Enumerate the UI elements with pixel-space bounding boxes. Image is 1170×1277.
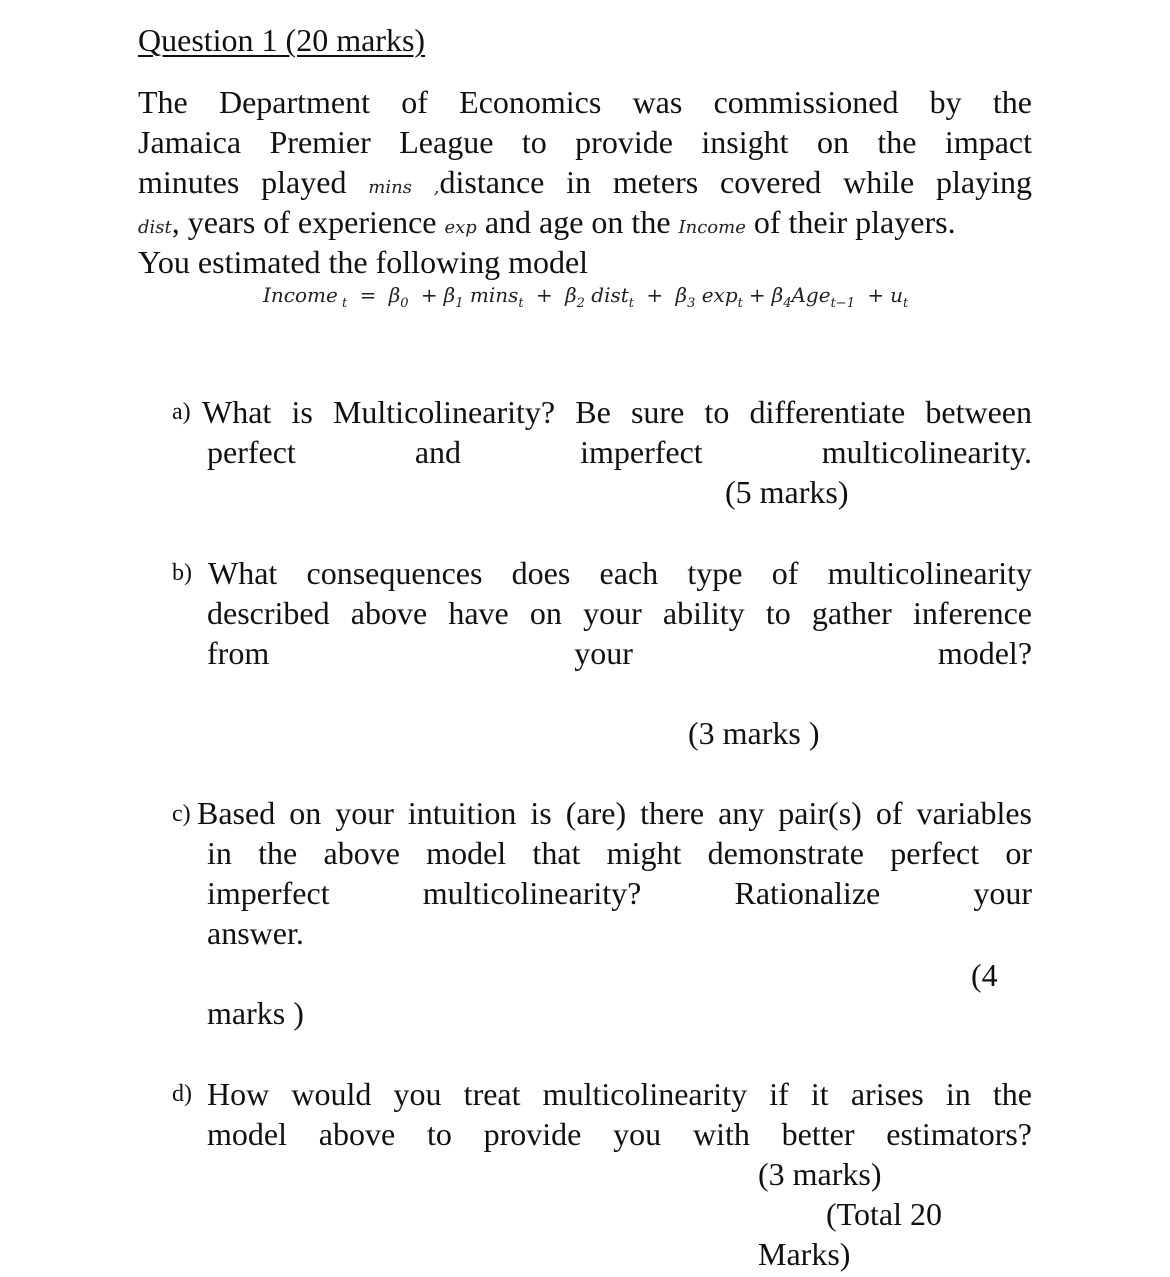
question-d-marks: (3 marks) <box>758 1156 882 1192</box>
eq-plus-4: + <box>748 283 766 307</box>
eq-beta0-sub: 0 <box>400 296 409 311</box>
eq-plus-1: + <box>420 283 438 307</box>
question-c-marks-open: (4 <box>971 957 998 993</box>
eq-beta2-sub: 2 <box>576 296 585 311</box>
question-c-label: c) <box>172 801 191 827</box>
eq-plus-2: + <box>535 283 553 307</box>
intro-line-5: You estimated the following model <box>138 244 589 280</box>
var-exp: exp <box>444 217 477 238</box>
regression-equation <box>263 282 908 317</box>
intro-line-3a: minutes played <box>138 164 347 200</box>
intro-line-2: Jamaica Premier League to provide insight on the impact <box>138 124 1032 160</box>
eq-beta0: β <box>388 283 401 307</box>
question-heading: Question 1 (20 marks) <box>138 22 426 58</box>
question-d-line-1: How would you treat multicolinearity if it arises in the <box>207 1076 1032 1112</box>
question-a-line-1: What is Multicolinearity? Be sure to differentiate between <box>202 394 1032 430</box>
eq-mins: mins <box>469 283 519 307</box>
question-a-label: a) <box>172 399 191 425</box>
total-marks-line-2: Marks) <box>758 1236 851 1272</box>
question-a-line-2 <box>207 432 1032 472</box>
question-c-line-2: in the above model that might demonstrate perfect or <box>207 835 1032 871</box>
eq-income-sub: t <box>341 296 348 311</box>
intro-line-4a: , years of experience <box>171 204 437 240</box>
question-c-line-4: answer. <box>207 915 304 951</box>
eq-plus-3: + <box>646 283 664 307</box>
qc-word-imperfect: imperfect <box>207 875 330 911</box>
eq-beta1: β <box>443 283 456 307</box>
qb-word-model: model? <box>937 635 1033 671</box>
eq-beta4-sub: 4 <box>783 296 792 311</box>
qa-word-and: and <box>414 434 462 470</box>
question-b-marks: (3 marks ) <box>688 715 820 751</box>
question-d-line-2: model above to provide you with better estimators? <box>207 1116 1032 1152</box>
question-c-marks-close: marks ) <box>207 995 304 1031</box>
eq-beta3: β <box>675 283 688 307</box>
question-c-line-1: Based on your intuition is (are) there any pair(s) of variables <box>197 795 1032 831</box>
var-income: Income <box>678 217 746 238</box>
intro-line-1: The Department of Economics was commissioned by the <box>138 84 1032 120</box>
eq-mins-sub: t <box>518 296 524 311</box>
eq-income: Income <box>263 283 338 307</box>
eq-plus-5: + <box>867 283 885 307</box>
intro-line-3b: distance in meters covered while playing <box>439 164 1033 200</box>
question-b-label: b) <box>172 560 192 586</box>
question-a-marks: (5 marks) <box>725 474 849 510</box>
qc-word-your: your <box>973 875 1033 911</box>
eq-dist: dist <box>591 283 629 307</box>
var-dist: dist <box>138 217 172 238</box>
qc-word-rationalize: Rationalize <box>734 875 881 911</box>
eq-exp: exp <box>701 283 738 307</box>
eq-age-sub: t−1 <box>830 296 855 311</box>
question-b-line-3 <box>207 633 1032 673</box>
question-c-line-3 <box>207 873 1032 913</box>
eq-dist-sub: t <box>628 296 635 311</box>
qa-word-imperfect: imperfect <box>580 434 703 470</box>
total-marks-line-1: (Total 20 <box>826 1196 942 1232</box>
eq-beta1-sub: 1 <box>455 296 464 311</box>
qc-word-multicolinearity: multicolinearity? <box>422 875 642 911</box>
eq-beta2: β <box>565 283 577 307</box>
question-d-label: d) <box>172 1081 192 1107</box>
question-b-line-1: What consequences does each type of multicolinearity <box>208 555 1032 591</box>
question-b-line-2: described above have on your ability to gather inference <box>207 595 1032 631</box>
eq-equals: = <box>359 283 377 307</box>
eq-beta4: β <box>771 283 784 307</box>
eq-u: u <box>890 283 903 307</box>
eq-beta3-sub: 3 <box>687 296 696 311</box>
eq-exp-sub: t <box>737 296 743 311</box>
qb-word-your: your <box>574 635 633 671</box>
qa-word-multicolinearity: multicolinearity. <box>821 434 1033 470</box>
eq-u-sub: t <box>902 296 909 311</box>
eq-age: Age <box>791 283 831 307</box>
var-sep: , <box>433 177 440 198</box>
qa-word-perfect: perfect <box>207 434 296 470</box>
var-mins: mins <box>368 177 412 198</box>
qb-word-from: from <box>207 635 270 671</box>
intro-line-4c: of their players. <box>753 204 956 240</box>
intro-line-4b: and age on the <box>484 204 671 240</box>
